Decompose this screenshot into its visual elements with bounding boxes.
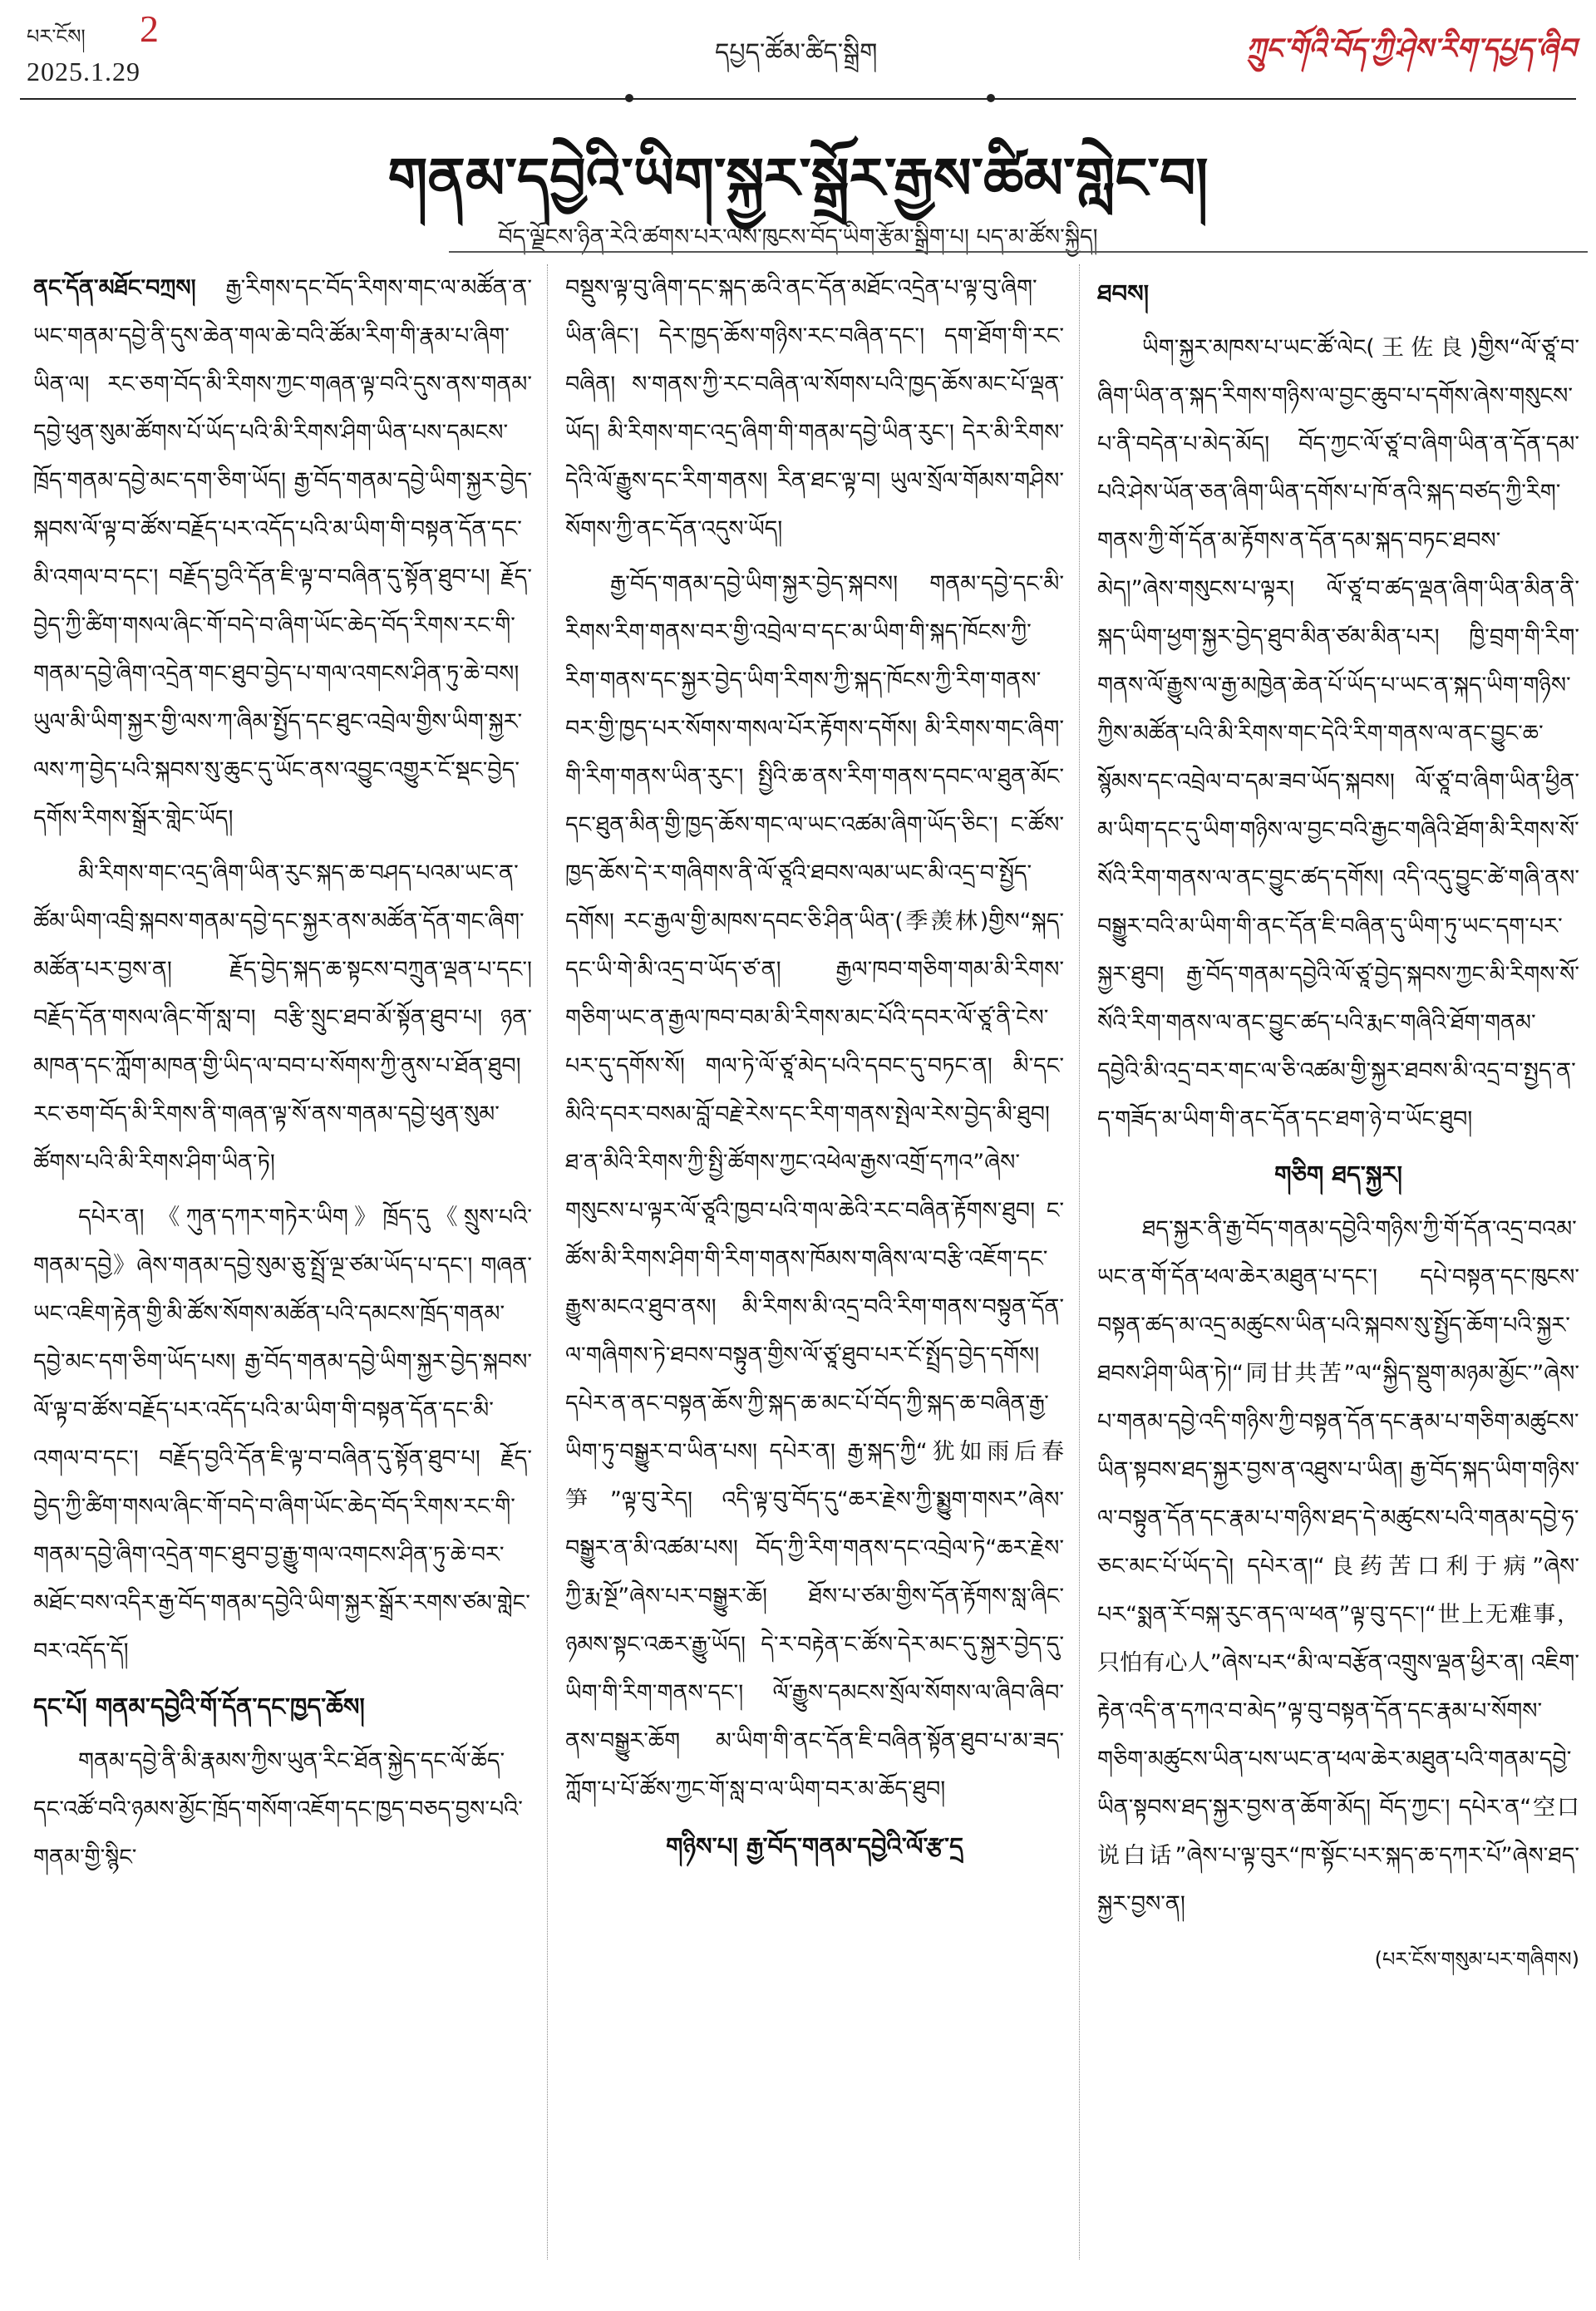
page-label: པར་ངོས། — [27, 25, 86, 48]
article-byline: བོད་ལྗོངས་ཉིན་རེའི་ཚགས་པར་ལས་ཁུངས་བོད་ཡིག་རྩོམ་སྒྲིག་པ། པད་མ་ཚོས་སྐྱིད། — [498, 224, 1098, 250]
idiom-chinese: “良药苦口利于病” — [1313, 1554, 1544, 1579]
paragraph-text: ཞེས་པར“མི་ལ་བརྩོན་འགྲུས་ལྡན་ཕྱིར་ན། འཇིག་རྟེན་འདི་ན་དཀའ་བ་མེད”ལྟ་བུ་བསྟན་དོན་དང་རྣམ་པ་སོགས་གཅིག་མཚུངས་ཡིན་པས་ཡང་ན་ཕལ་ཆེར་མཐུན་པའི་གནམ་དབྱེ་ཡིན་སྟབས་ཐད་སྐྱར་བྱས་ན་ཆོག་མོད། བོད་ཀྱང་། དཔེར་ན — [1097, 1650, 1579, 1821]
paragraph-text: ལ“སྐྱིད་སྡུག་མཉམ་མྱོང་”ཞེས་པ་གནམ་དབྱེ་འདི་གཉིས་ཀྱི་བསྟན་དོན་དང་རྣམ་པ་གཅིག་མཚུངས་ཡིན་སྟབས་ཐད་སྐྱར་བྱས་ན་འཐུས་པ་ཡིན། རྒྱ་བོད་སྐད་ཡིག་གཉིས་ལ་བསྟུན་དོན་དང་རྣམ་པ་གཉིས་ཐད་དེ་མཚུངས་པའི་གནམ་དབྱེ་ཧ་ཅང་མང་པོ་ཡོད་དེ། དཔེར་ན། — [1097, 1361, 1579, 1579]
paragraph: གནམ་དབྱེ་ནི་མི་རྣམས་ཀྱིས་ཡུན་རིང་ཐོན་སྐྱེད་དང་ལོ་ཆོད་དང་འཚོ་བའི་ཉམས་མྱོང་ཁྲོད་གསོག་འཇོག་དང་ཁྱད་བཅད་བྱས་པའི་གནམ་གྱི་སྙིང་ — [33, 1748, 523, 1870]
paragraph-text: གྱིས“ལོ་ཙཱ་བ་ཞིག་ཡིན་ན་སྐད་རིགས་གཉིས་ལ་བྱང་ཆུབ་པ་དགོས་ཞེས་གསུངས་པ་ནི་བདེན་པ་མེད་མོད། བོད་ཀྱང་ལོ་ཙཱ་བ་ཞིག་ཡིན་ན་དོན་དམ་པའི་ཤེས་ཡོན་ཅན་ཞིག་ཡིན་དགོས་པ་ཁོ་ནའི་སྐད་བཙད་ཀྱི་རིག་གནས་ཀྱི་གོ་དོན་མ་རྟོགས་ན་དོན་དམ་སྐད་བཏང་ཐབས་མེད།”ཞེས་གསུངས་པ་ལྟར། ལོ་ཙཱ་བ་ཚད་ལྡན་ཞིག་ཡིན་མིན་ནི་སྐད་ཡིག་ཕྱག་སྐྱར་བྱེད་ཐུབ་མིན་ཙམ་མིན་པར། ཁྱི་བྲག་གི་རིག་གནས་ལོ་རྒྱུས་ལ་རྒྱ་མཁྱེན་ཆེན་པོ་ཡོད་པ་ཡང་ན་སྐད་ཡིག་གཉིས་ཀྱིས་མཚོན་པའི་མི་རིགས་གང་དེའི་རིག་གནས་ལ་ནང་བྱུང་ཆ་སྙོམས་དང་འབྲེལ་བ་དམ་ཟབ་ཡོད་སྐབས། ལོ་ཙཱ་བ་ཞིག་ཡིན་ཕྱིན་མ་ཡིག་དང་དུ་ཡིག་གཉིས་ལ་བྱང་བའི་རྒྱང་གཞིའི་ཐོག་མི་རིགས་སོ་སོའི་རིག་གནས་ལ་ནང་བྱུང་ཚད་དགོས། འདི་འདུ་བྱུང་ཚེ་གཞི་ནས་བསྒྱུར་བའི་མ་ཡིག་གི་ནང་དོན་ཇི་བཞིན་དུ་ཡིག་ཏུ་ཡང་དག་པར་སྐྱར་ཐུབ། རྒྱ་བོད་གནམ་དབྱེའི་ལོ་ཙཱ་བྱེད་སྐབས་ཀྱང་མི་རིགས་སོ་སོའི་རིག་གནས་ལ་ནང་བྱུང་ཚད་པའི་རྨང་གཞིའི་ཐོག་གནམ་དབྱེའི་མི་འདྲ་བར་གང་ལ་ཅི་འཚམ་གྱི་སྐྱར་ཐབས་མི་འདྲ་བ་སྤྱད་ན་ད་གཟོད་མ་ཡིག་གི་ནང་དོན་དང་ཐག་ཉེ་བ་ཡོང་ཐུབ། — [1097, 335, 1579, 1132]
header-rule — [20, 98, 1576, 100]
paragraph-text: གྱིས“སྐད་དང་ཡི་གེ་མི་འདྲ་བ་ཡོད་ཙ་ན། རྒྱལ་ཁབ་གཅིག་གམ་མི་རིགས་གཅིག་ཡང་ན་རྒྱལ་ཁབ་བམ་མི་རིགས་མང་པོའི་དབར་ལོ་ཙཱ་ནི་ངེས་པར་དུ་དགོས་སོ། གལ་ཏེ་ལོ་ཙཱ་མེད་པའི་དབང་དུ་བཏང་ན། མི་དང་མིའི་དབར་བསམ་བློ་བརྗེ་རེས་དང་རིག་གནས་སྤེལ་རེས་བྱེད་མི་ཐུབ། ཐ་ན་མིའི་རིགས་ཀྱི་སྤྱི་ཚོགས་ཀྱང་འཕེལ་རྒྱས་འགྲོ་དཀའ”ཞེས་གསུངས་པ་ལྟར་ལོ་ཙཱའི་ཁྱབ་པའི་གལ་ཆེའི་རང་བཞིན་རྟོགས་ཐུབ། ང་ཚོས་མི་རིགས་ཤིག་གི་རིག་གནས་ཁོམས་གཞིས་ལ་བརྩི་འཇོག་དང་རྒྱུས་མངའ་ཐུབ་ནས། མི་རིགས་མི་འདྲ་བའི་རིག་གནས་བསྟུན་དོན་ལ་གཞིགས་ཏེ་ཐབས་བསྟུན་གྱིས་ལོ་ཙཱ་ཐུབ་པར་ངོ་སྤྲོད་བྱེད་དགོས། དཔེར་ན་ནང་བསྟན་ཆོས་ཀྱི་སྐད་ཆ་མང་པོ་བོད་ཀྱི་སྐད་ཆ་བཞིན་རྒྱ་ཡིག་ཏུ་བསྒྱུར་བ་ཡིན་པས། དཔེར་ན། རྒྱ་སྐད་ཀྱི — [565, 909, 1064, 1465]
paragraph — [1097, 324, 1579, 1144]
quote-chinese: “犹如雨后春笋” — [565, 1439, 1064, 1513]
paragraph — [1097, 1205, 1579, 1929]
paragraph-text: ཞེས་པ་ལྟ་བུར“ཁ་སྟོང་པར་སྐད་ཆ་དཀར་པོ”ཞེས་ཐད་སྐྱར་བྱས་ན། — [1097, 1843, 1579, 1917]
idiom-chinese: “空口说白话” — [1097, 1795, 1579, 1869]
lead-label: ནང་དོན་མཐོང་བཀྲས། — [33, 275, 196, 301]
section-heading-2: གཉིས་པ། རྒྱ་བོད་གནམ་དབྱེའི་ལོ་རྩ་དྲ — [666, 1832, 963, 1860]
column-divider — [1079, 264, 1080, 2259]
article-column-1 — [33, 264, 532, 2259]
name-chinese: (王佐良) — [1366, 335, 1479, 361]
paragraph-text: རྒྱ་བོད་གནམ་དབྱེ་ཡིག་སྐྱར་བྱེད་སྐབས། གནམ་དབྱེ་དང་མི་རིགས་རིག་གནས་བར་གྱི་འབྲེལ་བ་དང་མ་ཡིག་གི་སྐད་ཁོངས་ཀྱི་རིག་གནས་དང་སྐྱར་བྱེད་ཡིག་རིགས་ཀྱི་སྐད་ཁོངས་ཀྱི་རིག་གནས་བར་གྱི་ཁྱད་པར་སོགས་གསལ་པོར་རྟོགས་དགོས། མི་རིགས་གང་ཞིག་གི་རིག་གནས་ཡིན་རུང་། སྤྱིའི་ཆ་ནས་རིག་གནས་དབང་ལ་ཐུན་མོང་དང་ཐུན་མིན་གྱི་ཁྱད་ཆོས་གང་ལ་ཡང་འཚམ་ཞིག་ཡོད་ཅིང་། ང་ཚོས་ཁྱད་ཆོས་དེ་ར་གཞིགས་ནི་ལོ་ཙཱའི་ཐབས་ལམ་ཡང་མི་འདྲ་བ་སྤྱོད་དགོས། རང་རྒྱལ་གྱི་མཁས་དབང་ཅི་ཤིན་ཡིན་ — [565, 571, 1064, 934]
section-name: དཔྱད་ཚོམ་ཚིད་སྒྲིག — [715, 38, 878, 67]
paragraph: དཔེར་ན། 《ཀུན་དཀར་གཏེར་ཡིག》ཁྲོད་དུ《སྲུས་པའི་གནམ་དབྱེ》ཞེས་གནམ་དབྱེ་སུམ་ཅུ་སྤྲོ་ལྔ་ཙམ་ཡོད་པ་དང་། གཞན་ཡང་འཇིག་རྟེན་གྱི་མི་ཚོས་སོགས་མཚོན་པའི་དམངས་ཁྲོད་གནམ་དབྱེ་མང་དག་ཅིག་ཡོད་པས། རྒྱ་བོད་གནམ་དབྱེ་ཡིག་སྐྱར་བྱེད་སྐབས་ལོ་ལྟ་བ་ཚོས་བརྗོད་པར་འདོད་པའི་མ་ཡིག་གི་བསྟན་དོན་དང་མི་འགལ་བ་དང་། བརྗོད་བྱའི་དོན་ཇི་ལྟ་བ་བཞིན་དུ་སྟོན་ཐུབ་པ། རྗོད་བྱེད་ཀྱི་ཚིག་གསལ་ཞིང་གོ་བདེ་བ་ཞིག་ཡོང་ཆེད་བོད་རིགས་རང་གི་གནམ་དབྱེ་ཞིག་འདྲེན་གང་ཐུབ་བྱ་རྒྱུ་གལ་འགངས་ཤིན་ཏུ་ཆེ་བར་མཐོང་བས་འདིར་རྒྱ་བོད་གནམ་དབྱེའི་ཡིག་སྐྱར་སྒྲོར་རགས་ཙམ་གླེང་བར་འདོད་དོ། — [33, 1205, 532, 1664]
paragraph — [565, 560, 1064, 1814]
paragraph-text: ཡིག་སྐྱར་མཁས་པ་ཡང་ཚོ་ལེང — [1142, 335, 1367, 361]
article-column-3 — [1097, 264, 1579, 2259]
article-column-2 — [565, 264, 1064, 2259]
page-header — [0, 0, 1596, 112]
page-number: 2 — [140, 7, 159, 50]
paragraph: བསྡུས་ལྟ་བུ་ཞིག་དང་སྐད་ཆའི་ནང་དོན་མཐོང་འདྲེན་པ་ལྟ་བུ་ཞིག་ཡིན་ཞིང་། དེར་ཁྱད་ཆོས་གཉིས་རང་བཞིན་དང་། དག་ཐོག་གི་རང་བཞིན། ས་གནས་ཀྱི་རང་བཞིན་ལ་སོགས་པའི་ཁྱད་ཆོས་མང་པོ་ལྡན་ཡོད། མི་རིགས་གང་འདྲ་ཞིག་གི་གནམ་དབྱེ་ཡིན་རུང་། དེར་མི་རིགས་དེའི་ལོ་རྒྱུས་དང་རིག་གནས། རིན་ཐང་ལྟ་བ། ཡུལ་སྲོལ་གོམས་གཤིས་སོགས་ཀྱི་ནང་དོན་འདུས་ཡོད། — [565, 275, 1064, 542]
section-subheading: ཐབས། — [1097, 279, 1150, 308]
issue-date: 2025.1.29 — [27, 57, 140, 86]
lead-text: རྒྱ་རིགས་དང་བོད་རིགས་གང་ལ་མཚོན་ན་ཡང་གནམ་དབྱེ་ནི་དུས་ཆེན་གལ་ཆེ་བའི་ཚོམ་རིག་གི་རྣམ་པ་ཞིག་ཡིན་ལ། རང་ཅག་བོད་མི་རིགས་ཀྱང་གཞན་ལྟ་བའི་དུས་ནས་གནམ་དབྱེ་ཕུན་སུམ་ཚོགས་པོ་ཡོད་པའི་མི་རིགས་ཤིག་ཡིན་པས་དམངས་ཁྲོད་གནམ་དབྱེ་མང་དག་ཅིག་ཡོད། རྒྱ་བོད་གནམ་དབྱེ་ཡིག་སྐྱར་བྱེད་སྐབས་ལོ་ལྟ་བ་ཚོས་བརྗོད་པར་འདོད་པའི་མ་ཡིག་གི་བསྟན་དོན་དང་མི་འགལ་བ་དང་། བརྗོད་བྱའི་དོན་ཇི་ལྟ་བ་བཞིན་དུ་སྟོན་ཐུབ་པ། རྗོད་བྱེད་ཀྱི་ཚིག་གསལ་ཞིང་གོ་བདེ་བ་ཞིག་ཡོང་ཆེད་བོད་རིགས་རང་གི་གནམ་དབྱེ་ཞིག་འདྲེན་གང་ཐུབ་བྱེད་པ་གལ་འགངས་ཤིན་ཏུ་ཆེ་བས། ཡུལ་མི་ཡིག་སྐྱར་གྱི་ལས་ཀ་ཞིམ་སྤྱོད་དང་ཐུང་འབྲེལ་གྱིས་ཡིག་སྐྱར་ལས་ཀ་བྱེད་པའི་སྐབས་སུ་ཆུང་དུ་ཡོང་ནས་འབྱུང་འགྱུར་ངོ་སྡང་བྱེད་དགོས་རིགས་སྒྲོར་གླེང་ཡོད། — [33, 275, 532, 831]
masthead-logo: ཀྲུང་གོའི་བོད་ཀྱི་ཤེས་རིག་དཔྱད་ཞིབ — [1245, 32, 1576, 66]
paragraph-text: ཞེས་པར“སྨན་རོ་བསྐ་རུང་ནད་ལ་ཕན”ལྟ་བུ་དང་། — [1097, 1554, 1579, 1628]
lead-paragraph — [33, 264, 532, 843]
name-chinese: (季羡林) — [894, 909, 989, 934]
rule-dot-right — [987, 94, 995, 102]
paragraph-text: ཐད་སྐྱར་ནི་རྒྱ་བོད་གནམ་དབྱེའི་གཉིས་ཀྱི་གོ་དོན་འདྲ་བའམ་ཡང་ན་གོ་དོན་ཕལ་ཆེར་མཐུན་པ་དང་། དཔེ་བསྟན་དང་ཁུངས་བསྟན་ཚད་མ་འདྲ་མཚུངས་ཡིན་པའི་སྐབས་སུ་སྤྱོད་ཆོག་པའི་སྐྱར་ཐབས་ཤིག་ཡིན་ཏེ། — [1097, 1216, 1579, 1387]
section-heading-1: དང་པོ། གནམ་དབྱེའི་གོ་དོན་དང་ཁྱད་ཆོས། — [33, 1693, 365, 1721]
section-subheading: གཅིག ཐད་སྐྱར། — [1274, 1160, 1402, 1189]
byline-rule — [449, 251, 1588, 253]
paragraph: མི་རིགས་གང་འདྲ་ཞིག་ཡིན་རུང་སྐད་ཆ་བཤད་པའམ་ཡང་ན་ཚོམ་ཡིག་འབྲི་སྐབས་གནམ་དབྱེ་དང་སྐྱར་ནས་མཚོན་དོན་གང་ཞིག་མཚོན་པར་བྱས་ན། རྗོད་བྱེད་སྐད་ཆ་སྟངས་བཀྲུན་ལྡན་པ་དང་། བརྗོད་དོན་གསལ་ཞིང་གོ་སླ་བ། བརྩི་སྲུང་ཐབ་མོ་སྟོན་ཐུབ་པ། ཉན་མཁན་དང་ཀློག་མཁན་གྱི་ཡིད་ལ་བབ་པ་སོགས་ཀྱི་ནུས་པ་ཐོན་ཐུབ། རང་ཅག་བོད་མི་རིགས་ནི་གཞན་ལྟ་སོ་ནས་གནམ་དབྱེ་ཕུན་སུམ་ཚོགས་པའི་མི་རིགས་ཤིག་ཡིན་ཏེ། — [33, 860, 532, 1175]
article-title: གནམ་དབྱེའི་ཡིག་སྐྱར་སྒྲོར་རྒྱས་ཚིམ་གླེང་བ། — [387, 146, 1209, 212]
rule-dot-left — [625, 94, 633, 102]
column-divider — [547, 264, 548, 2259]
continuation-note: (པར་ངོས་གསུམ་པར་གཞིགས) — [1374, 1948, 1579, 1971]
idiom-chinese: “同甘共苦” — [1231, 1361, 1356, 1387]
paragraph-text: ལྟ་བུ་རེད། འདི་ལྟ་བུ་བོད་དུ“ཆར་རྗེས་ཀྱི་སྨྱུག་གསར”ཞེས་བསྒྱུར་ན་མི་འཚམ་པས། བོད་ཀྱི་རིག་གནས་དང་འབྲེལ་ཏེ“ཆར་རྗེས་ཀྱི་རྨ་སྔོ”ཞེས་པར་བསྒྱུར་ཆོ། ཐོས་པ་ཙམ་གྱིས་དོན་རྟོགས་སླ་ཞིང་ཉམས་སྟང་འཆར་རྒྱུ་ཡོད། དེ་ར་བརྟེན་ང་ཚོས་དེར་མང་དུ་སྐྱར་བྱེད་དུ་ཡིག་གི་རིག་གནས་དང་། ལོ་རྒྱུས་དམངས་སྲོལ་སོགས་ལ་ཞིབ་ཞིབ་ནས་བསྒྱུར་ཆོག མ་ཡིག་གི་ནང་དོན་ཇི་བཞིན་སྟོན་ཐུབ་པ་མ་ཟད་ཀློག་པ་པོ་ཚོས་ཀྱང་གོ་སླ་བ་ལ་ཡིག་བར་མ་ཆོད་ཐུབ། — [565, 1487, 1064, 1802]
idiom-chinese: “世上无难事，只怕有心人” — [1097, 1602, 1579, 1676]
